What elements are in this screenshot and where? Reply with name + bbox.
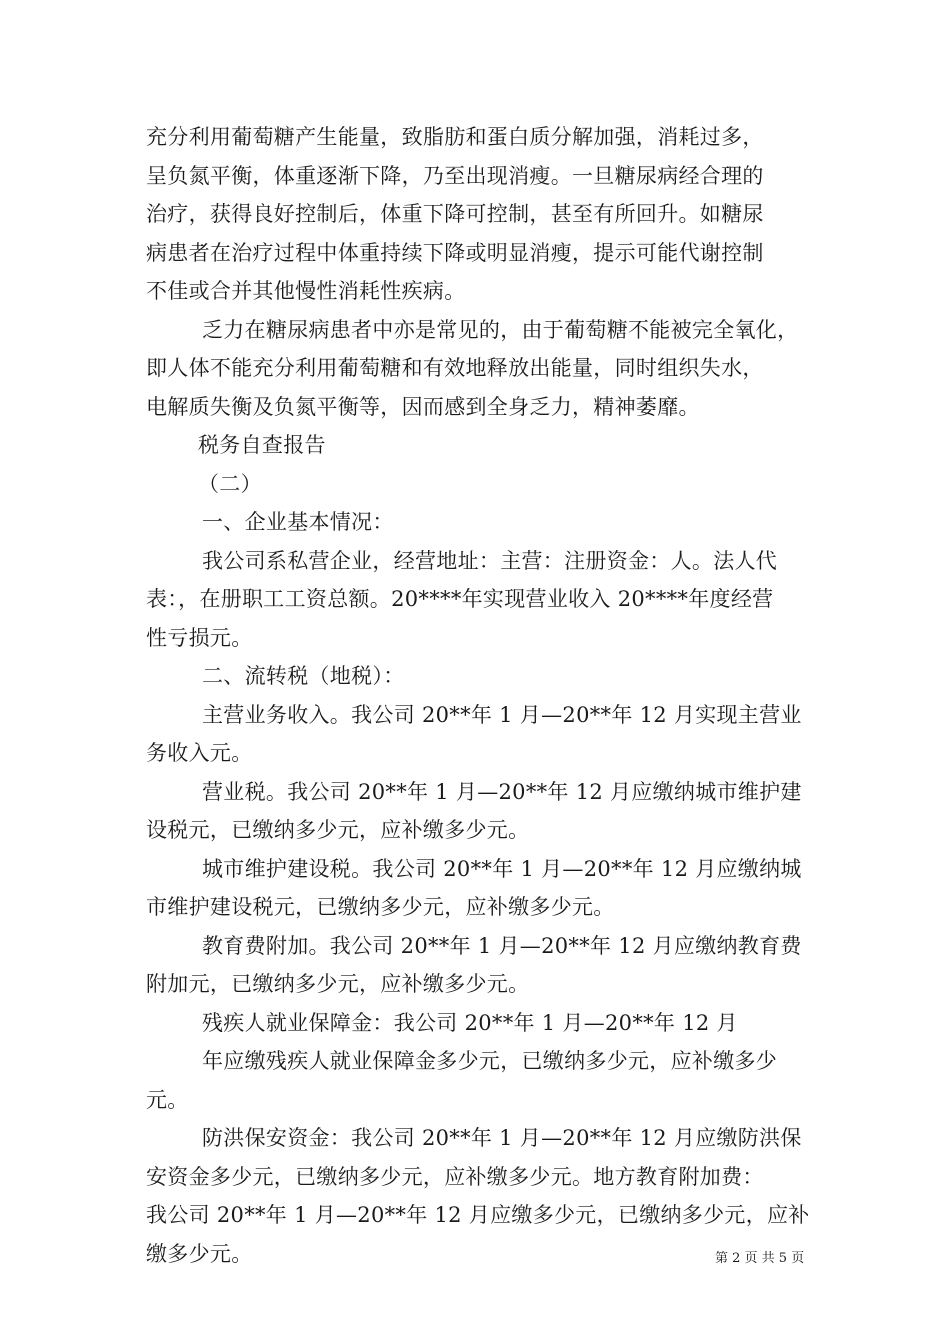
paragraph-line: 呈负氮平衡，体重逐渐下降，乃至出现消瘦。一旦糖尿病经合理的: [146, 163, 764, 188]
paragraph-line: 不佳或合并其他慢性消耗性疾病。: [146, 279, 466, 303]
paragraph-line: 残疾人就业保障金：我公司 20**年 1 月—20**年 12 月: [202, 1010, 738, 1035]
section-heading: 一、企业基本情况：: [202, 510, 394, 534]
paragraph-line: 附加元，已缴纳多少元，应补缴多少元。: [146, 972, 530, 996]
report-subtitle: （二）: [198, 471, 262, 496]
paragraph-line: 表：，在册职工工资总额。20****年实现营业收入 20****年度经营: [146, 587, 774, 611]
paragraph-line: 元。: [146, 1087, 189, 1112]
paragraph-line: 治疗，获得良好控制后，体重下降可控制，甚至有所回升。如糖尿: [146, 202, 764, 226]
paragraph-line: 性亏损元。: [146, 625, 253, 650]
paragraph-line: 安资金多少元，已缴纳多少元，应补缴多少元。地方教育附加费：: [146, 1164, 764, 1189]
page-number: 第 2 页 共 5 页: [715, 1251, 805, 1266]
report-title: 税务自查报告: [198, 433, 326, 457]
paragraph-line: 缴多少元。: [146, 1241, 253, 1266]
paragraph-line: 年应缴残疾人就业保障金多少元，已缴纳多少元，应补缴多少: [202, 1049, 778, 1073]
paragraph-line: 我公司 20**年 1 月—20**年 12 月应缴多少元，已缴纳多少元，应补: [146, 1203, 810, 1227]
paragraph-line: 充分利用葡萄糖产生能量，致脂肪和蛋白质分解加强，消耗过多，: [146, 125, 764, 149]
paragraph-line: 营业税。我公司 20**年 1 月—20**年 12 月应缴纳城市维护建: [202, 779, 802, 804]
section-heading: 二、流转税（地税）：: [202, 664, 405, 688]
paragraph-line: 病患者在治疗过程中体重持续下降或明显消瘦，提示可能代谢控制: [146, 240, 764, 265]
paragraph-line: 即人体不能充分利用葡萄糖和有效地释放出能量，同时组织失水，: [146, 356, 764, 380]
paragraph-line: 主营业务收入。我公司 20**年 1 月—20**年 12 月实现主营业: [202, 702, 802, 727]
document-body: [146, 118, 816, 1273]
paragraph-line: 防洪保安资金：我公司 20**年 1 月—20**年 12 月应缴防洪保: [202, 1126, 802, 1150]
paragraph-line: 乏力在糖尿病患者中亦是常见的，由于葡萄糖不能被完全氧化，: [202, 317, 799, 342]
paragraph-line: 务收入元。: [146, 741, 253, 765]
paragraph-line: 教育费附加。我公司 20**年 1 月—20**年 12 月应缴纳教育费: [202, 933, 802, 958]
paragraph-line: 我公司系私营企业，经营地址：主营：注册资金：人。法人代: [202, 548, 778, 573]
paragraph-line: 设税元，已缴纳多少元，应补缴多少元。: [146, 818, 530, 842]
paragraph-line: 城市维护建设税。我公司 20**年 1 月—20**年 12 月应缴纳城: [202, 856, 802, 881]
paragraph-line: 电解质失衡及负氮平衡等，因而感到全身乏力，精神萎靡。: [146, 394, 700, 419]
paragraph-line: 市维护建设税元，已缴纳多少元，应补缴多少元。: [146, 895, 615, 919]
